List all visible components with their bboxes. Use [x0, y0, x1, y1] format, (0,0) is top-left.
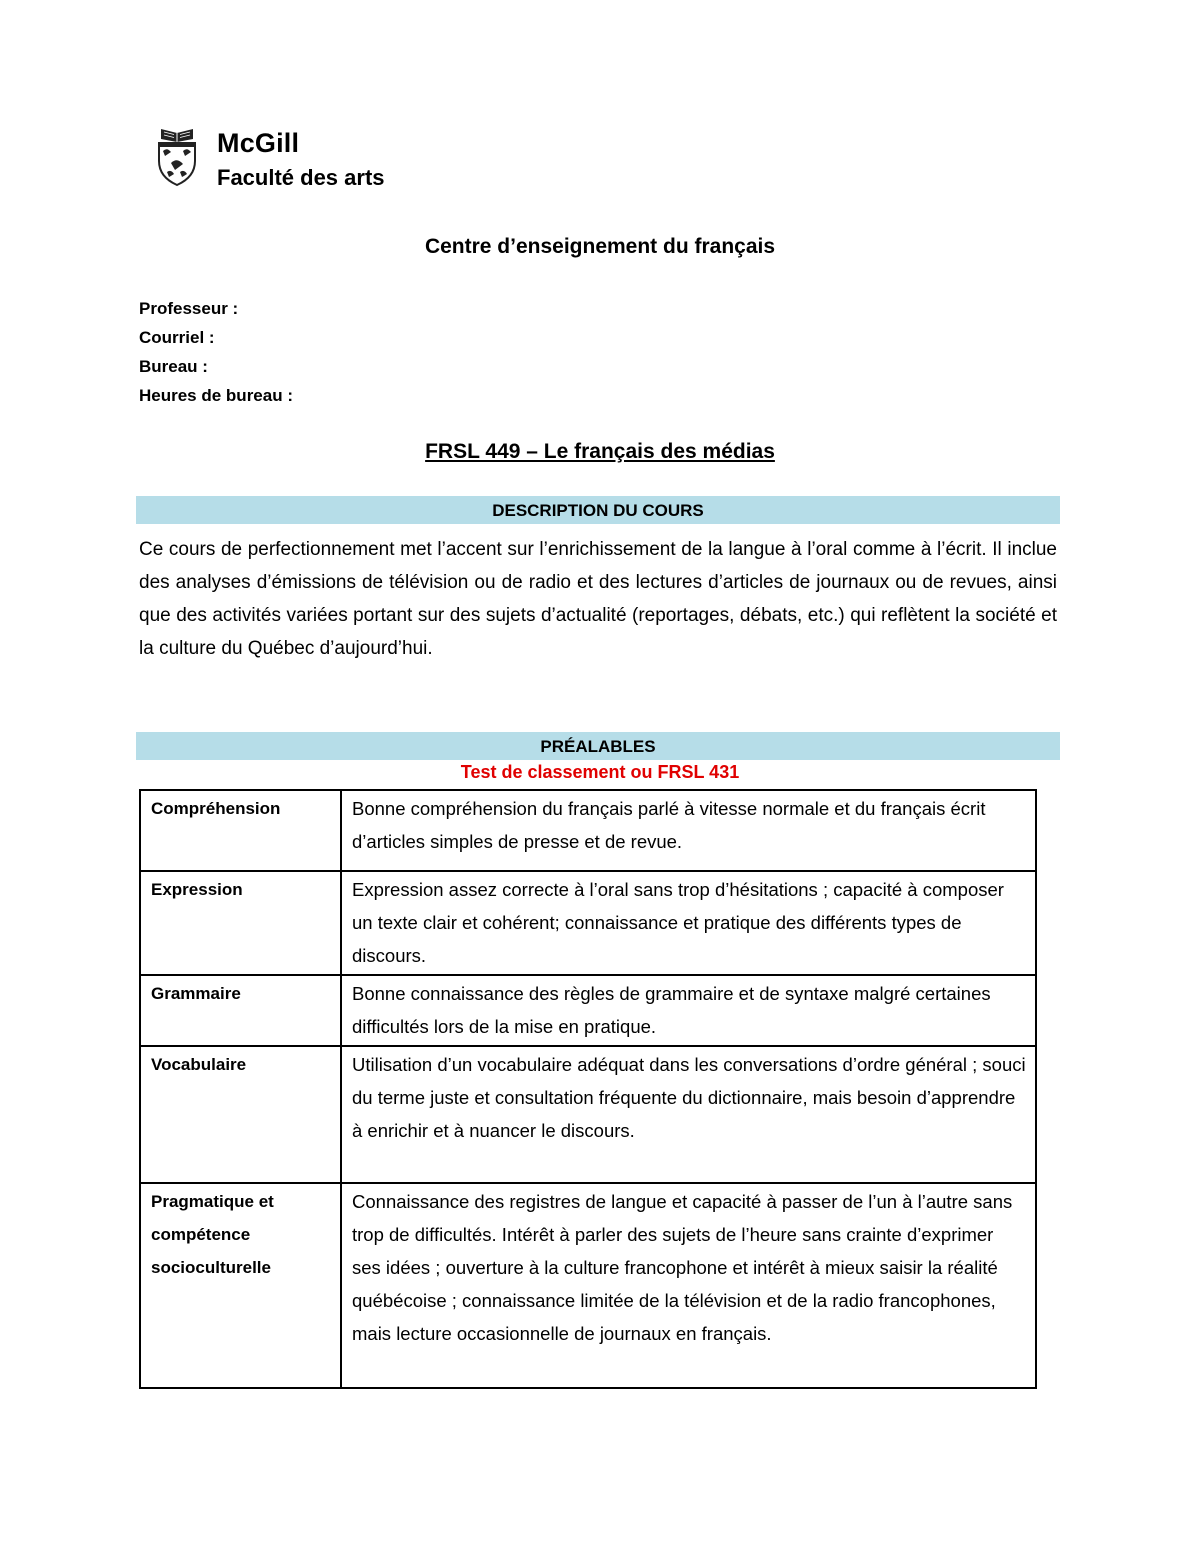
skill-description: Bonne compréhension du français parlé à vitesse normale et du français écrit d’articles simples de presse et de revue.	[341, 790, 1036, 871]
faculty-name: Faculté des arts	[217, 165, 385, 190]
university-name: McGill	[217, 128, 300, 158]
skill-label: Expression	[140, 871, 341, 975]
mcgill-crest-icon	[157, 125, 197, 187]
skill-label: Grammaire	[140, 975, 341, 1046]
mcgill-logo	[157, 125, 385, 189]
table-row	[140, 1046, 1036, 1183]
skill-label: Compréhension	[140, 790, 341, 871]
description-text: Ce cours de perfectionnement met l’accent sur l’enrichissement de la langue à l’oral comme à l’écrit. Il inclue des analyses d’émissions de télévision ou de radio et des lectures d’articles de journaux ou de revues, ainsi que des activités variées portant sur des sujets d’actualité (reportages, débats, etc.) qui reflètent la société et la culture du Québec d’aujourd’hui.	[139, 539, 1057, 659]
table-row	[140, 790, 1036, 871]
skill-description: Connaissance des registres de langue et capacité à passer de l’un à l’autre sans trop de difficultés. Intérêt à parler des sujets de l’heure sans crainte d’exprimer ses idées ; ouverture à la culture francophone et intérêt à mieux saisir la réalité québécoise ; connaissance limitée de la télévision et de la radio francophones, mais lecture occasionnelle de journaux en français.	[341, 1183, 1036, 1388]
course-title: FRSL 449 – Le français des médias	[425, 440, 775, 463]
table-row	[140, 975, 1036, 1046]
skill-description: Expression assez correcte à l’oral sans trop d’hésitations ; capacité à composer un texte clair et cohérent; connaissance et pratique des différents types de discours.	[341, 871, 1036, 975]
table-row	[140, 1183, 1036, 1388]
skill-description: Bonne connaissance des règles de grammaire et de syntaxe malgré certaines difficultés lors de la mise en pratique.	[341, 975, 1036, 1046]
skill-label: Vocabulaire	[140, 1046, 341, 1183]
office-hours-label: Heures de bureau :	[139, 386, 293, 405]
prerequisites-table	[139, 789, 1037, 1389]
description-heading: DESCRIPTION DU COURS	[136, 496, 1060, 524]
skill-description: Utilisation d’un vocabulaire adéquat dans les conversations d’ordre général ; souci du terme juste et consultation fréquente du dictionnaire, mais besoin d’apprendre à enrichir et à nuancer le discours.	[341, 1046, 1036, 1183]
skill-label: Pragmatique et compétence socioculturelle	[140, 1183, 341, 1388]
prerequisite-requirement: Test de classement ou FRSL 431	[460, 762, 740, 782]
email-label: Courriel :	[139, 328, 215, 347]
office-label: Bureau :	[139, 357, 208, 376]
table-row	[140, 871, 1036, 975]
professor-label: Professeur :	[139, 299, 239, 318]
prerequisites-heading: PRÉALABLES	[136, 732, 1060, 760]
centre-title: Centre d’enseignement du français	[424, 235, 776, 258]
contact-block	[139, 294, 293, 410]
